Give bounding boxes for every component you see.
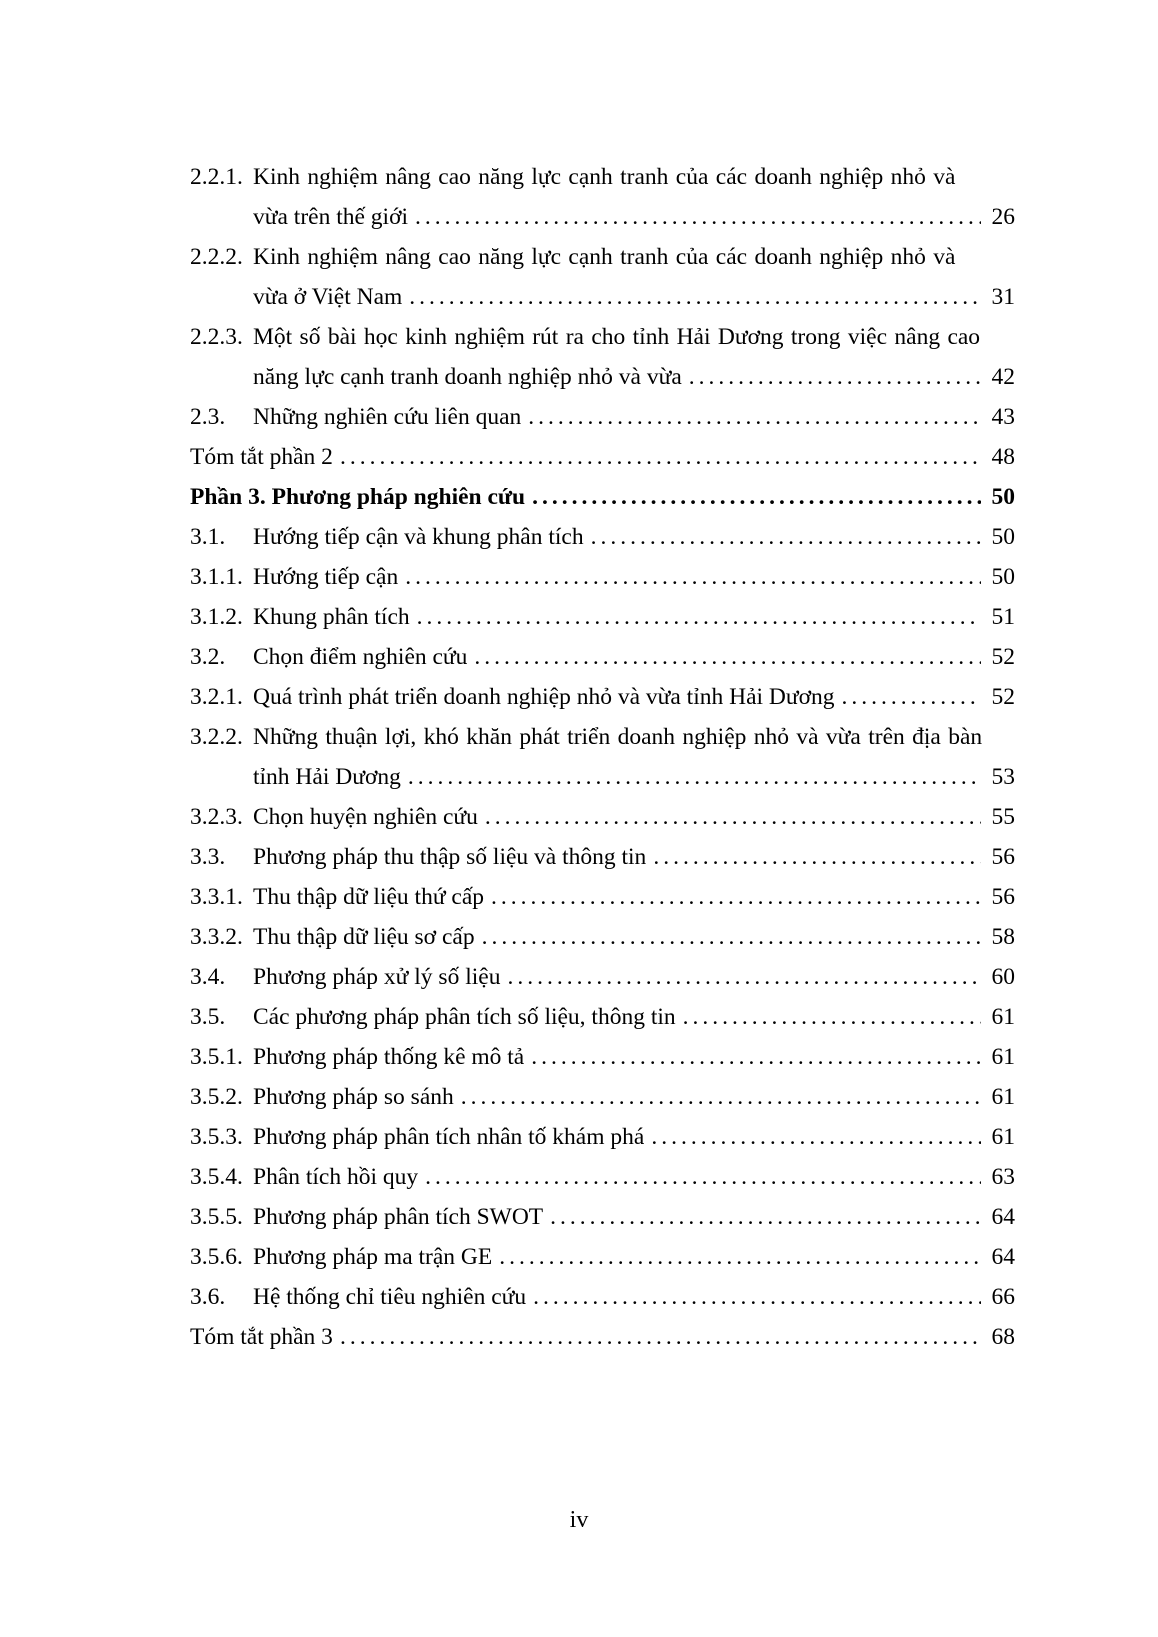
toc-entry-number: 3.4.	[190, 964, 226, 990]
toc-entry-continuation-line	[190, 197, 1015, 237]
toc-entry-title: Hướng tiếp cận và khung phân tích	[253, 524, 584, 550]
toc-entry-title: Phương pháp thu thập số liệu và thông tin	[253, 844, 647, 870]
toc-entry-number: 2.2.1.	[190, 164, 243, 190]
dot-leader	[531, 1037, 981, 1077]
toc-entry-title: Những nghiên cứu liên quan	[253, 404, 522, 430]
toc-entry-page-number: 60	[991, 964, 1015, 990]
toc-entry	[190, 1037, 1015, 1077]
toc-entry-number: 2.2.3.	[190, 324, 243, 350]
toc-entry-page-number: 66	[991, 1284, 1015, 1310]
toc-entry-page-number: 50	[991, 564, 1015, 590]
toc-entry-first-line	[190, 717, 1015, 757]
toc-entry	[190, 397, 1015, 437]
dot-leader	[340, 437, 981, 477]
toc-entry-title: Chọn điểm nghiên cứu	[253, 644, 468, 670]
toc-entry-number: 3.5.6.	[190, 1244, 243, 1270]
toc-entry-title: Phân tích hồi quy	[253, 1164, 419, 1190]
toc-entry-title: Chọn huyện nghiên cứu	[253, 804, 478, 830]
dot-leader	[425, 1157, 981, 1197]
dot-leader	[507, 957, 981, 997]
toc-entry-number: 3.5.3.	[190, 1124, 243, 1150]
toc-entry	[190, 557, 1015, 597]
toc-entry	[190, 997, 1015, 1037]
toc-entry-title: Phương pháp phân tích nhân tố khám phá	[253, 1124, 645, 1150]
toc-entry-title-continued: tỉnh Hải Dương	[253, 764, 401, 790]
dot-leader	[842, 677, 981, 717]
dot-leader	[532, 477, 981, 517]
toc-entry-title: Kinh nghiệm nâng cao năng lực cạnh tranh của các doanh nghiệp nhỏ và	[253, 164, 956, 190]
dot-leader	[550, 1197, 981, 1237]
toc-entry	[190, 1117, 1015, 1157]
toc-entry	[190, 877, 1015, 917]
toc-entry-number: 3.3.	[190, 844, 226, 870]
toc-entry-number: 3.1.	[190, 524, 226, 550]
toc-entry-continuation-line	[190, 277, 1015, 317]
toc-entry-number: 3.2.	[190, 644, 226, 670]
toc-entry-title: Thu thập dữ liệu thứ cấp	[253, 884, 485, 910]
toc-entry-page-number: 42	[991, 364, 1015, 390]
toc-entry	[190, 637, 1015, 677]
dot-leader	[409, 277, 981, 317]
toc-entry-page-number: 61	[991, 1044, 1015, 1070]
toc-entry-title: Những thuận lợi, khó khăn phát triển doanh nghiệp nhỏ và vừa trên địa bàn	[253, 724, 983, 750]
toc-entry	[190, 717, 1015, 797]
toc-entry-title: Phương pháp so sánh	[253, 1084, 454, 1110]
toc-entry-number: 3.1.1.	[190, 564, 243, 590]
table-of-contents	[190, 157, 1015, 1357]
dot-leader	[340, 1317, 981, 1357]
toc-entry-title: Khung phân tích	[253, 604, 410, 630]
toc-entry	[190, 1197, 1015, 1237]
toc-entry-number: 3.5.1.	[190, 1044, 243, 1070]
toc-entry-title: Phương pháp thống kê mô tả	[253, 1044, 525, 1070]
toc-entry-first-line	[190, 317, 1015, 357]
dot-leader	[683, 997, 981, 1037]
toc-entry-page-number: 52	[991, 644, 1015, 670]
toc-entry-page-number: 64	[991, 1244, 1015, 1270]
toc-entry	[190, 1277, 1015, 1317]
page-footer	[0, 1505, 1158, 1535]
toc-entry-page-number: 52	[991, 684, 1015, 710]
toc-entry-continuation-line	[190, 357, 1015, 397]
dot-leader	[474, 637, 981, 677]
dot-leader	[499, 1237, 981, 1277]
toc-entry-page-number: 61	[991, 1084, 1015, 1110]
toc-entry-page-number: 53	[991, 764, 1015, 790]
toc-entry-number: 3.3.2.	[190, 924, 243, 950]
dot-leader	[528, 397, 981, 437]
toc-entry-title: Quá trình phát triển doanh nghiệp nhỏ và vừa tỉnh Hải Dương	[253, 684, 835, 710]
toc-entry	[190, 1237, 1015, 1277]
toc-entry	[190, 317, 1015, 397]
dot-leader	[491, 877, 981, 917]
toc-entry-title: Phương pháp xử lý số liệu	[253, 964, 501, 990]
toc-entry-number: 3.2.3.	[190, 804, 243, 830]
toc-entry-title: Hệ thống chỉ tiêu nghiên cứu	[253, 1284, 527, 1310]
toc-entry-page-number: 56	[991, 844, 1015, 870]
toc-entry	[190, 917, 1015, 957]
toc-entry-page-number: 26	[991, 204, 1015, 230]
toc-entry	[190, 597, 1015, 637]
toc-entry	[190, 1157, 1015, 1197]
dot-leader	[653, 837, 981, 877]
toc-entry-page-number: 48	[991, 444, 1015, 470]
toc-entry-summary-part-2	[190, 437, 1015, 477]
toc-entry	[190, 837, 1015, 877]
toc-entry-title: Hướng tiếp cận	[253, 564, 399, 590]
toc-entry	[190, 237, 1015, 317]
toc-entry	[190, 797, 1015, 837]
toc-entry-page-number: 61	[991, 1004, 1015, 1030]
dot-leader	[651, 1117, 981, 1157]
toc-entry-number: 3.1.2.	[190, 604, 243, 630]
toc-entry-number: 2.3.	[190, 404, 226, 430]
toc-entry-page-number: 61	[991, 1124, 1015, 1150]
dot-leader	[415, 197, 981, 237]
toc-entry-title: Thu thập dữ liệu sơ cấp	[253, 924, 475, 950]
toc-entry-first-line	[190, 237, 1015, 277]
toc-entry-continuation-line	[190, 757, 1015, 797]
toc-entry-number: 3.3.1.	[190, 884, 243, 910]
dot-leader	[405, 557, 981, 597]
toc-heading-part-3	[190, 477, 1015, 517]
toc-entry-page-number: 50	[991, 524, 1015, 550]
toc-entry-page-number: 51	[991, 604, 1015, 630]
toc-entry-title: Kinh nghiệm nâng cao năng lực cạnh tranh của các doanh nghiệp nhỏ và	[253, 244, 956, 270]
toc-entry-title: Phần 3. Phương pháp nghiên cứu	[190, 484, 526, 510]
toc-entry-summary-part-3	[190, 1317, 1015, 1357]
dot-leader	[408, 757, 981, 797]
toc-entry-page-number: 68	[991, 1324, 1015, 1350]
toc-entry-number: 3.6.	[190, 1284, 226, 1310]
toc-entry-page-number: 64	[991, 1204, 1015, 1230]
dot-leader	[591, 517, 981, 557]
toc-entry-number: 3.2.2.	[190, 724, 243, 750]
toc-entry-title: Tóm tắt phần 3	[190, 1324, 333, 1350]
toc-entry-title-continued: vừa ở Việt Nam	[253, 284, 403, 310]
toc-entry-page-number: 63	[991, 1164, 1015, 1190]
toc-entry	[190, 157, 1015, 237]
toc-entry	[190, 677, 1015, 717]
toc-entry-title: Tóm tắt phần 2	[190, 444, 333, 470]
toc-entry-first-line	[190, 157, 1015, 197]
toc-entry-title: Phương pháp ma trận GE	[253, 1244, 493, 1270]
dot-leader	[485, 797, 981, 837]
toc-entry-page-number: 58	[991, 924, 1015, 950]
toc-entry-page-number: 43	[991, 404, 1015, 430]
toc-entry-number: 3.5.5.	[190, 1204, 243, 1230]
toc-entry	[190, 517, 1015, 557]
toc-entry-page-number: 55	[991, 804, 1015, 830]
dot-leader	[417, 597, 981, 637]
toc-entry-title: Các phương pháp phân tích số liệu, thông tin	[253, 1004, 676, 1030]
toc-entry-number: 3.5.2.	[190, 1084, 243, 1110]
toc-entry-title: Phương pháp phân tích SWOT	[253, 1204, 544, 1230]
toc-entry	[190, 1077, 1015, 1117]
dot-leader	[482, 917, 981, 957]
toc-entry-page-number: 31	[991, 284, 1015, 310]
toc-entry-title-continued: vừa trên thế giới	[253, 204, 409, 230]
dot-leader	[689, 357, 981, 397]
toc-entry-number: 2.2.2.	[190, 244, 243, 270]
toc-entry-title: Một số bài học kinh nghiệm rút ra cho tỉnh Hải Dương trong việc nâng cao	[253, 324, 981, 350]
toc-entry-number: 3.5.4.	[190, 1164, 243, 1190]
toc-entry-number: 3.5.	[190, 1004, 226, 1030]
dot-leader	[461, 1077, 981, 1117]
toc-entry-number: 3.2.1.	[190, 684, 243, 710]
toc-entry-page-number: 50	[991, 484, 1015, 510]
toc-entry	[190, 957, 1015, 997]
dot-leader	[533, 1277, 981, 1317]
page-number-footer: iv	[569, 1507, 589, 1533]
toc-entry-page-number: 56	[991, 884, 1015, 910]
toc-entry-title-continued: năng lực cạnh tranh doanh nghiệp nhỏ và vừa	[253, 364, 682, 390]
